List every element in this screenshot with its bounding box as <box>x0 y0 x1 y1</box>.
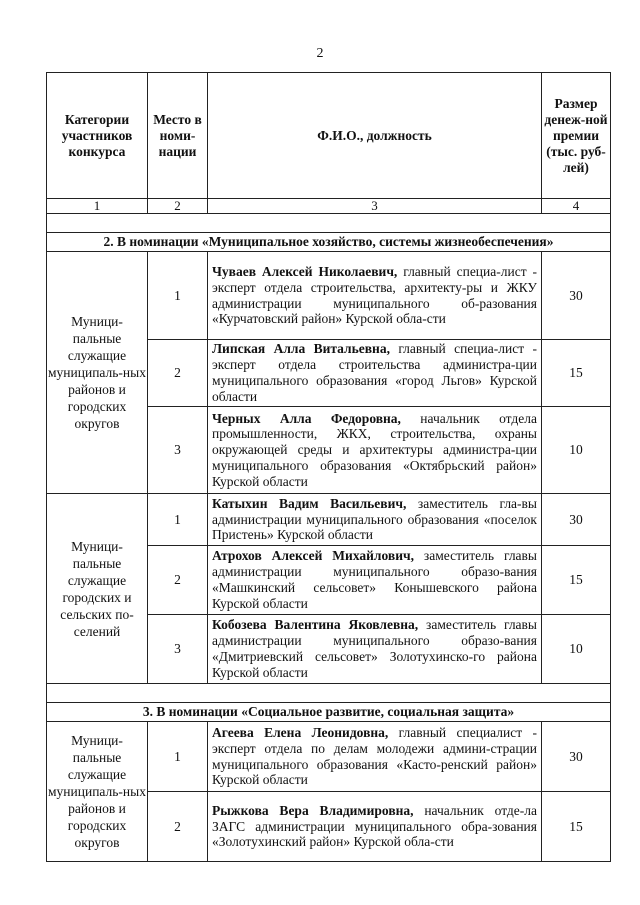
awards-table <box>46 72 611 862</box>
person-name: Атрохов Алексей Михайлович, <box>212 548 414 564</box>
person-cell <box>208 407 542 494</box>
section-title-row <box>47 233 611 252</box>
prize-cell: 10 <box>542 407 611 494</box>
column-number: 1 <box>47 199 148 214</box>
person-name: Кобозева Валентина Яковлевна, <box>212 617 419 633</box>
prize-cell: 15 <box>542 340 611 407</box>
person-name: Катыхин Вадим Васильевич, <box>212 495 407 511</box>
section-title: 2. В номинации «Муниципальное хозяйство, системы жизнеобеспечения» <box>47 233 611 252</box>
person-name: Агеева Елена Леонидовна, <box>212 724 389 740</box>
section-title: 3. В номинации «Социальное развитие, социальная защита» <box>47 703 611 722</box>
place-cell: 2 <box>148 340 208 407</box>
category-cell: Муници-пальные служащие городских и сельских по-селений <box>47 494 148 684</box>
person-position: начальник отдела промышленности, ЖКХ, строительства, охраны окружающей среды и архитектуры администра-ции муниципального образования «Октябрьский район» Курской области <box>212 410 537 489</box>
header-prize: Размер денеж-ной премии (тыс. руб-лей) <box>542 73 611 199</box>
person-position: главный специалист - эксперт отдела по делам молодежи админи-страции муниципального образования «Касто-ренский район» Курской области <box>212 724 537 788</box>
place-cell: 1 <box>148 252 208 340</box>
person-position: заместитель главы администрации муниципального образо-вания «Дмитриевский сельсовет» Золотухинско-го района Курской области <box>212 617 537 680</box>
column-number: 2 <box>148 199 208 214</box>
person-cell <box>208 546 542 615</box>
place-cell: 2 <box>148 546 208 615</box>
person-cell <box>208 252 542 340</box>
person-cell <box>208 340 542 407</box>
person-position: начальник отде-ла ЗАГС администрации муниципального обра-зования «Золотухинский район» Курской обла-сти <box>212 802 537 850</box>
header-place: Место в номи-нации <box>148 73 208 199</box>
prize-cell: 30 <box>542 494 611 546</box>
prize-cell: 30 <box>542 252 611 340</box>
section-spacer <box>47 214 611 233</box>
table-row <box>47 252 611 340</box>
table-row <box>47 722 611 792</box>
person-cell <box>208 722 542 792</box>
person-name: Черных Алла Федоровна, <box>212 410 401 426</box>
place-cell: 3 <box>148 615 208 684</box>
person-position: заместитель гла-вы администрации муниципального образования «поселок Пристень» Курской области <box>212 495 537 543</box>
table-row <box>47 494 611 546</box>
prize-cell: 15 <box>542 792 611 862</box>
person-name: Липская Алла Витальевна, <box>212 341 390 357</box>
prize-cell: 10 <box>542 615 611 684</box>
place-cell: 1 <box>148 722 208 792</box>
column-number: 3 <box>208 199 542 214</box>
place-cell: 3 <box>148 407 208 494</box>
person-cell <box>208 494 542 546</box>
category-cell: Муници-пальные служащие муниципаль-ных районов и городских округов <box>47 722 148 862</box>
place-cell: 1 <box>148 494 208 546</box>
person-position: главный специа-лист - эксперт отдела строительства, архитекту-ры и ЖКУ администрации муниципального об-разования «Курчатовский район» Курской обла-сти <box>212 263 537 327</box>
header-category: Категории участников конкурса <box>47 73 148 199</box>
header-row <box>47 73 611 199</box>
column-number: 4 <box>542 199 611 214</box>
person-name: Рыжкова Вера Владимировна, <box>212 802 414 818</box>
section-spacer <box>47 684 611 703</box>
header-name: Ф.И.О., должность <box>208 73 542 199</box>
person-position: главный специа-лист - эксперт отдела строительства администра-ции муниципального образования «город Льгов» Курской области <box>212 341 537 404</box>
person-name: Чуваев Алексей Николаевич, <box>212 263 398 279</box>
category-cell: Муници-пальные служащие муниципаль-ных районов и городских округов <box>47 252 148 494</box>
prize-cell: 30 <box>542 722 611 792</box>
person-position: заместитель главы администрации муниципального образо-вания «Машкинский сельсовет» Конышевского района Курской области <box>212 548 537 611</box>
column-number-row <box>47 199 611 214</box>
person-cell <box>208 792 542 862</box>
place-cell: 2 <box>148 792 208 862</box>
person-cell <box>208 615 542 684</box>
section-title-row <box>47 703 611 722</box>
prize-cell: 15 <box>542 546 611 615</box>
page-number: 2 <box>316 46 324 61</box>
